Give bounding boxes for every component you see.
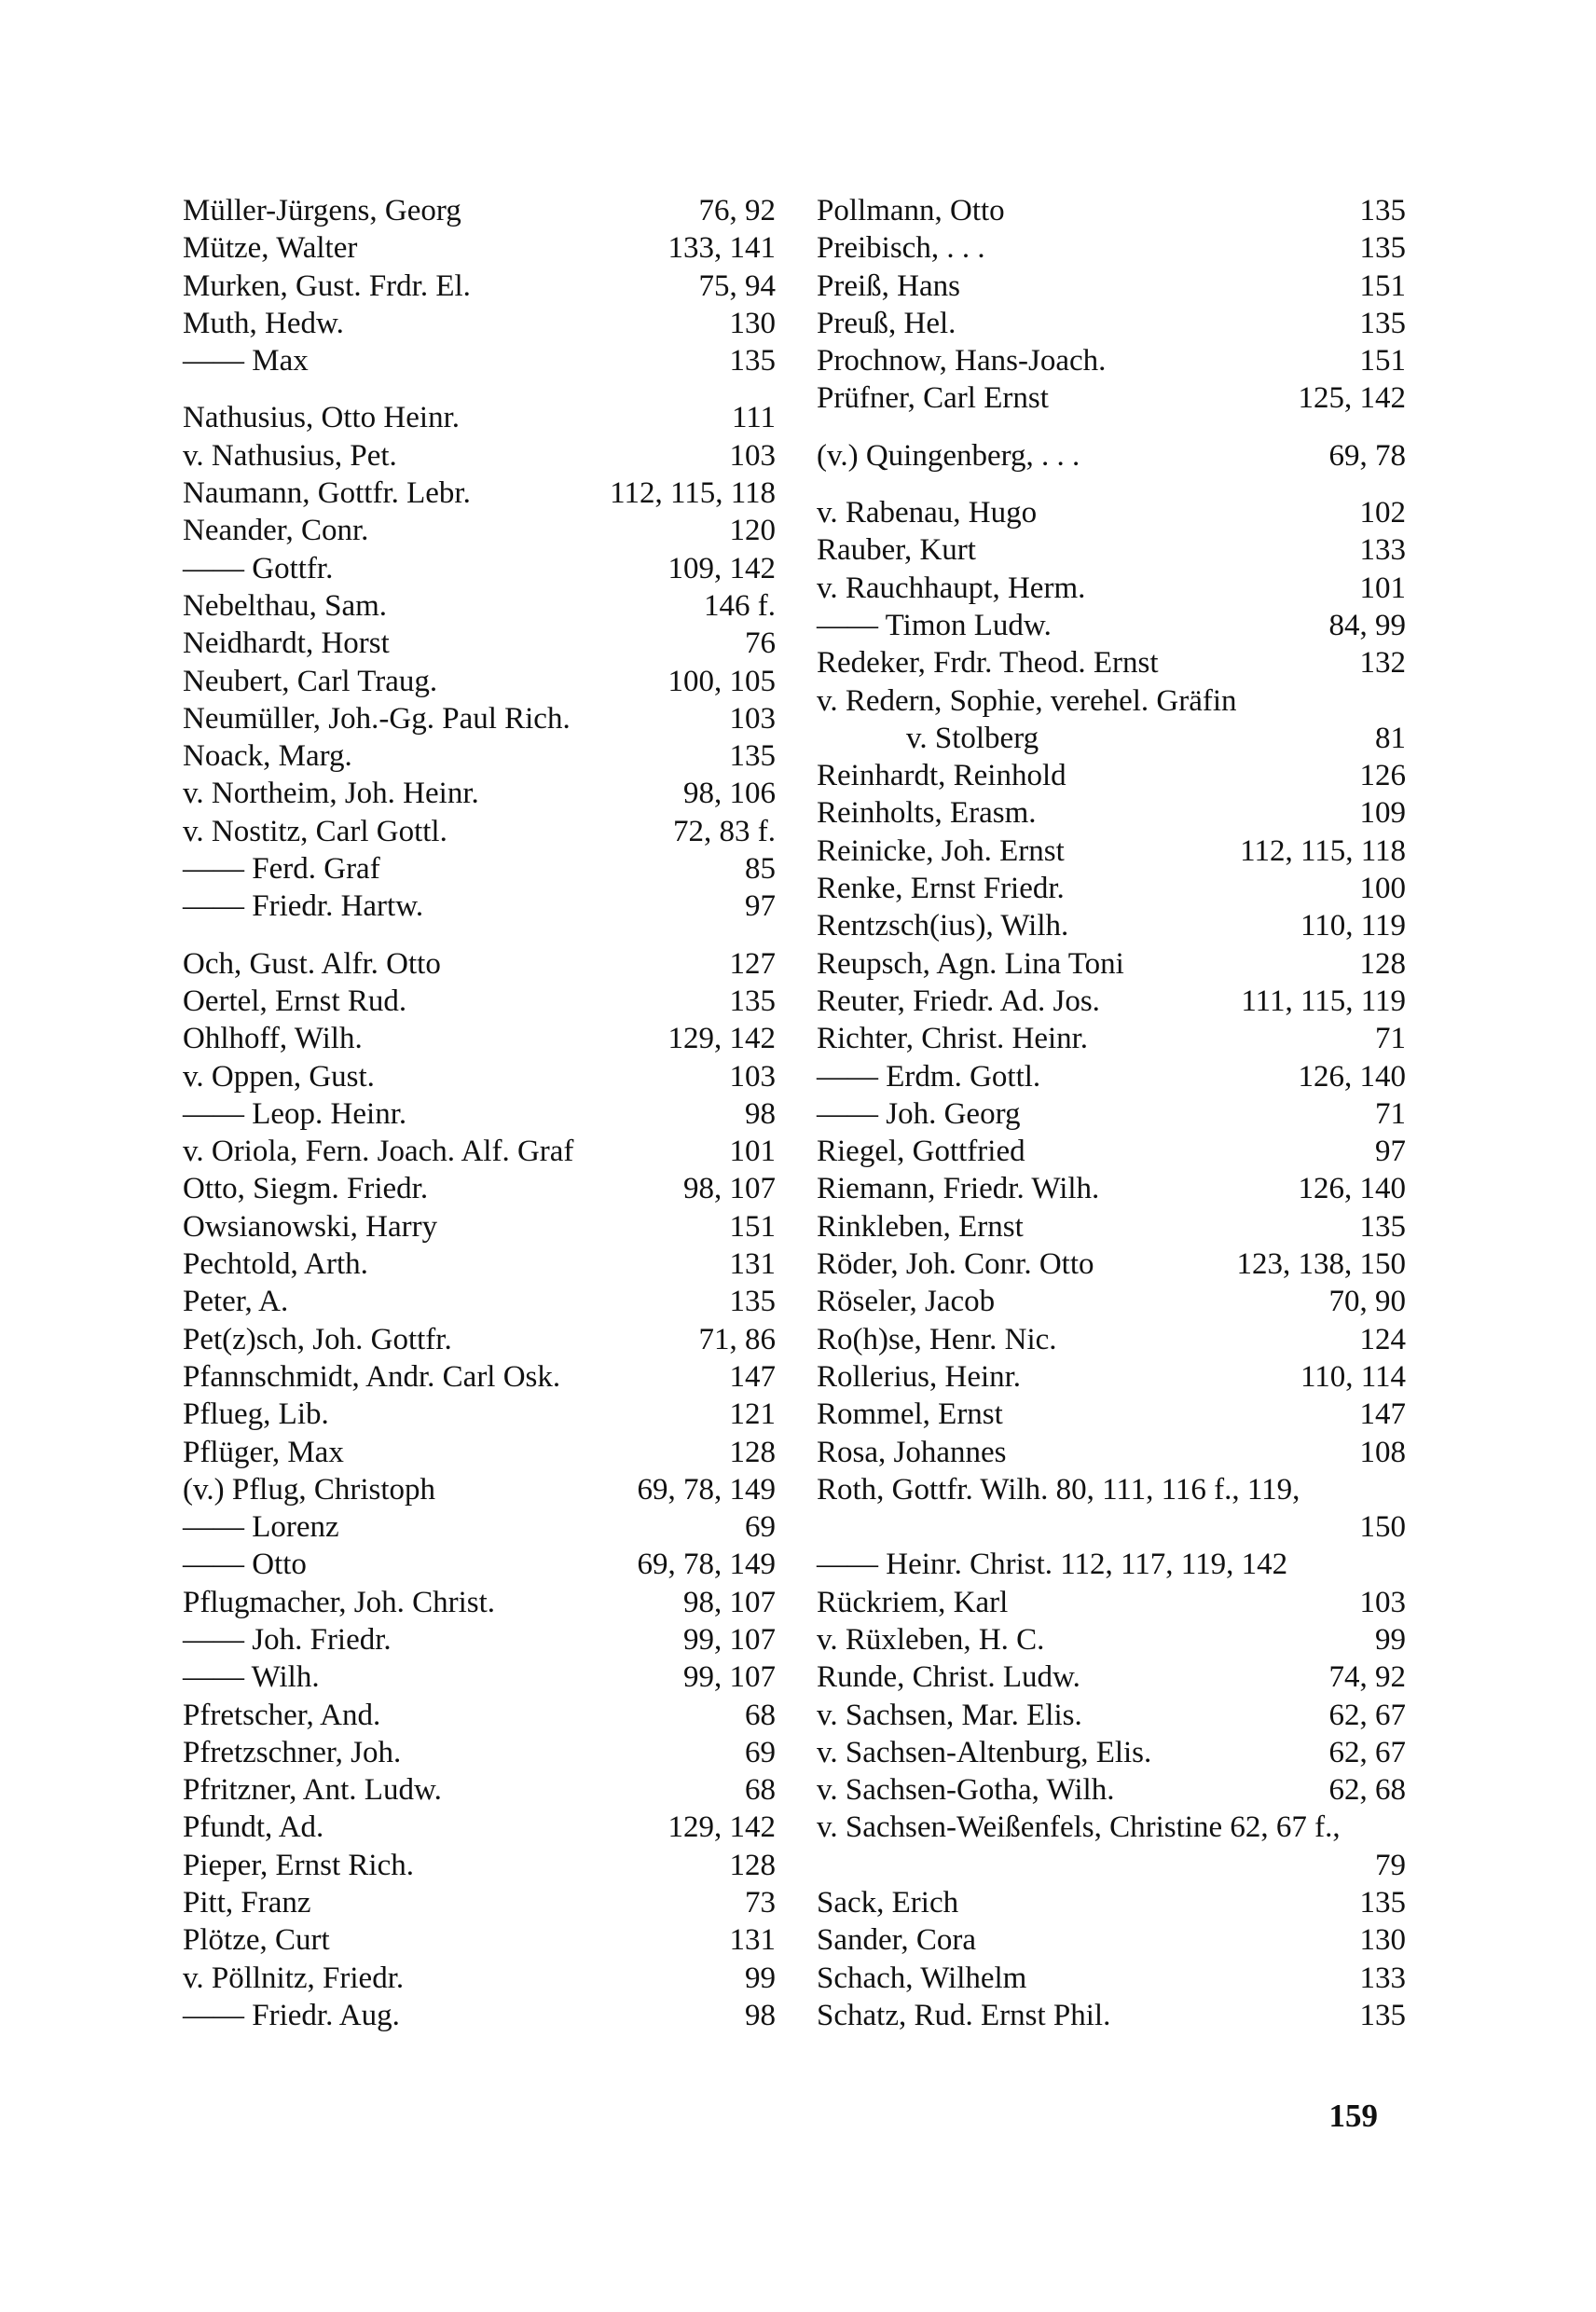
entry-pages: 71 — [1375, 1022, 1406, 1056]
entry-pages: 74, 92 — [1328, 1660, 1406, 1695]
index-entry — [817, 342, 1406, 379]
page-number: 159 — [1328, 2098, 1378, 2134]
entry-pages: 131 — [729, 1923, 776, 1958]
index-entry — [183, 1396, 776, 1433]
entry-name: v. Rauchhaupt, Herm. — [817, 571, 1086, 605]
entry-name: v. Sachsen-Altenburg, Elis. — [817, 1735, 1152, 1769]
index-entry — [817, 305, 1406, 342]
index-entry — [817, 644, 1406, 681]
index-entry — [817, 1283, 1406, 1320]
entry-name: Rauber, Kurt — [817, 533, 976, 568]
entry-pages: 130 — [1359, 1923, 1406, 1958]
entry-name: v. Sachsen-Weißenfels, Christine 62, 67 f., — [817, 1810, 1341, 1845]
index-entry — [817, 907, 1406, 944]
index-entry — [183, 775, 776, 812]
entry-pages: 84, 99 — [1328, 608, 1406, 642]
entry-name: v. Rabenau, Hugo — [817, 496, 1038, 530]
index-entry — [817, 1170, 1406, 1207]
entry-pages: 151 — [729, 1209, 776, 1244]
index-entry — [817, 494, 1406, 531]
entry-name: —— Gottfr. — [183, 551, 334, 585]
index-entry — [183, 1020, 776, 1057]
entry-pages: 125, 142 — [1298, 381, 1406, 416]
index-entry — [183, 399, 776, 436]
entry-pages: 133 — [1359, 533, 1406, 568]
entry-name: Rollerius, Heinr. — [817, 1359, 1022, 1394]
index-entry — [183, 1133, 776, 1170]
index-entry — [817, 682, 1406, 720]
entry-name: Nathusius, Otto Heinr. — [183, 401, 460, 435]
entry-pages: 73 — [745, 1886, 776, 1920]
entry-pages: 68 — [745, 1698, 776, 1732]
entry-pages: 98 — [745, 1096, 776, 1131]
entry-pages: 100 — [1359, 872, 1406, 906]
index-entry — [183, 437, 776, 475]
entry-name: v. Stolberg — [906, 721, 1039, 755]
index-entry — [817, 945, 1406, 983]
entry-pages: 133 — [1359, 1961, 1406, 1995]
entry-pages: 126, 140 — [1298, 1172, 1406, 1206]
entry-pages: 123, 138, 150 — [1236, 1247, 1406, 1282]
entry-name: Richter, Christ. Heinr. — [817, 1022, 1089, 1056]
entry-name: Roth, Gottfr. Wilh. 80, 111, 116 f., 119, — [817, 1472, 1300, 1507]
entry-pages: 135 — [729, 739, 776, 774]
entry-name: Neubert, Carl Traug. — [183, 664, 438, 698]
entry-pages: 103 — [729, 438, 776, 473]
entry-pages: 112, 115, 118 — [1240, 833, 1406, 868]
index-entry — [817, 1358, 1406, 1396]
entry-name: (v.) Pflug, Christoph — [183, 1472, 436, 1507]
entry-pages: 75, 94 — [698, 268, 776, 303]
index-entry — [183, 475, 776, 512]
entry-pages: 103 — [729, 701, 776, 736]
entry-name: v. Sachsen, Mar. Elis. — [817, 1698, 1082, 1732]
entry-pages: 151 — [1359, 268, 1406, 303]
entry-name: —— Friedr. Hartw. — [183, 889, 424, 924]
index-entry — [817, 983, 1406, 1020]
entry-name: Pet(z)sch, Joh. Gottfr. — [183, 1322, 452, 1356]
entry-name: Preibisch, . . . — [817, 231, 985, 266]
entry-name: v. Nostitz, Carl Gottl. — [183, 814, 447, 848]
entry-pages: 69, 78, 149 — [637, 1548, 776, 1582]
index-entry — [817, 1884, 1406, 1921]
index-entry — [183, 1508, 776, 1546]
entry-pages: 110, 114 — [1300, 1359, 1406, 1394]
index-entry — [183, 1058, 776, 1095]
entry-pages: 99, 107 — [683, 1660, 776, 1695]
entry-pages: 128 — [1359, 946, 1406, 981]
entry-pages: 135 — [729, 344, 776, 378]
entry-pages: 103 — [729, 1059, 776, 1094]
index-entry — [183, 1546, 776, 1583]
entry-name: Rinkleben, Ernst — [817, 1209, 1024, 1244]
entry-pages: 76 — [745, 626, 776, 661]
entry-name: Plötze, Curt — [183, 1923, 330, 1958]
entry-pages: 131 — [729, 1247, 776, 1282]
entry-pages: 72, 83 f. — [673, 814, 776, 848]
index-entry — [183, 1621, 776, 1658]
entry-pages: 135 — [729, 1285, 776, 1319]
entry-name: Renke, Ernst Friedr. — [817, 872, 1065, 906]
index-entry — [183, 1658, 776, 1696]
entry-name: Noack, Marg. — [183, 739, 352, 774]
entry-pages: 112, 115, 118 — [610, 476, 776, 511]
entry-pages: 129, 142 — [667, 1022, 776, 1056]
index-entry — [183, 850, 776, 888]
entry-name: Och, Gust. Alfr. Otto — [183, 946, 441, 981]
index-entry — [817, 1058, 1406, 1095]
entry-pages: 133, 141 — [667, 231, 776, 266]
index-entry — [817, 531, 1406, 569]
entry-name: Mütze, Walter — [183, 231, 358, 266]
index-entry — [183, 983, 776, 1020]
entry-pages: 128 — [729, 1848, 776, 1882]
entry-pages: 135 — [1359, 1886, 1406, 1920]
entry-pages: 85 — [745, 852, 776, 887]
entry-name: Pollmann, Otto — [817, 194, 1005, 227]
index-entry — [817, 570, 1406, 607]
entry-name: Pfretscher, And. — [183, 1698, 381, 1732]
entry-name: Röder, Joh. Conr. Otto — [817, 1247, 1094, 1282]
index-entry — [817, 794, 1406, 832]
entry-pages: 62, 67 — [1328, 1698, 1406, 1732]
entry-name: Pechtold, Arth. — [183, 1247, 368, 1282]
entry-name: Reinhardt, Reinhold — [817, 759, 1066, 793]
entry-name: v. Oppen, Gust. — [183, 1059, 375, 1094]
entry-name: Riemann, Friedr. Wilh. — [817, 1172, 1100, 1206]
entry-name: Naumann, Gottfr. Lebr. — [183, 476, 471, 511]
entry-name: Pfundt, Ad. — [183, 1810, 324, 1845]
entry-name: Peter, A. — [183, 1285, 289, 1319]
entry-name: v. Oriola, Fern. Joach. Alf. Graf — [183, 1135, 574, 1169]
entry-name: Rentzsch(ius), Wilh. — [817, 909, 1069, 943]
entry-name: Neander, Conr. — [183, 514, 369, 548]
entry-pages: 128 — [729, 1435, 776, 1469]
entry-name: (v.) Quingenberg, . . . — [817, 438, 1080, 473]
index-entry — [183, 1921, 776, 1959]
index-entry — [183, 1771, 776, 1809]
entry-pages: 126 — [1359, 759, 1406, 793]
entry-pages: 130 — [729, 306, 776, 340]
entry-pages: 79 — [1375, 1848, 1406, 1882]
index-entry — [817, 1921, 1406, 1959]
entry-pages: 121 — [729, 1397, 776, 1432]
entry-pages: 109 — [1359, 796, 1406, 831]
entry-name: Reuter, Friedr. Ad. Jos. — [817, 984, 1100, 1018]
index-entry — [183, 945, 776, 983]
index-entry — [817, 1809, 1406, 1846]
index-entry — [183, 700, 776, 737]
entry-name: —— Wilh. — [183, 1660, 320, 1695]
entry-name: —— Joh. Friedr. — [183, 1622, 392, 1657]
entry-name: Preuß, Hel. — [817, 306, 956, 340]
index-entry — [183, 587, 776, 625]
entry-pages: 101 — [729, 1135, 776, 1169]
entry-name: v. Sachsen-Gotha, Wilh. — [817, 1773, 1115, 1808]
entry-name: Pfannschmidt, Andr. Carl Osk. — [183, 1359, 561, 1394]
entry-pages: 69 — [745, 1510, 776, 1545]
entry-name: Runde, Christ. Ludw. — [817, 1660, 1080, 1695]
entry-pages: 98, 107 — [683, 1172, 776, 1206]
index-entry — [183, 1734, 776, 1771]
entry-name: Neumüller, Joh.-Gg. Paul Rich. — [183, 701, 571, 736]
index-entry — [817, 437, 1406, 475]
index-entry — [817, 757, 1406, 794]
entry-pages: 69, 78 — [1328, 438, 1406, 473]
entry-name: —— Friedr. Aug. — [183, 1998, 400, 2032]
entry-pages: 127 — [729, 946, 776, 981]
index-entry — [183, 1095, 776, 1133]
entry-pages: 102 — [1359, 496, 1406, 530]
entry-pages: 146 f. — [704, 588, 776, 623]
entry-name: Redeker, Frdr. Theod. Ernst — [817, 646, 1159, 681]
index-entry — [183, 1208, 776, 1245]
entry-name: Sack, Erich — [817, 1886, 959, 1920]
entry-pages: 111 — [731, 401, 776, 435]
entry-pages: 129, 142 — [667, 1810, 776, 1845]
index-entry — [817, 1697, 1406, 1734]
entry-pages: 150 — [1359, 1510, 1406, 1545]
entry-pages: 132 — [1359, 646, 1406, 681]
index-entry — [183, 1847, 776, 1884]
entry-pages: 99 — [1375, 1622, 1406, 1657]
index-entry — [817, 1734, 1406, 1771]
entry-name: —— Erdm. Gottl. — [817, 1059, 1041, 1094]
entry-name: Reupsch, Agn. Lina Toni — [817, 946, 1124, 981]
index-entry — [183, 550, 776, 587]
index-entry — [817, 1321, 1406, 1358]
entry-pages: 103 — [1359, 1585, 1406, 1619]
index-entry — [817, 1020, 1406, 1057]
entry-pages: 135 — [1359, 194, 1406, 227]
index-entry — [817, 1546, 1406, 1583]
index-entry — [183, 1884, 776, 1921]
entry-name: v. Rüxleben, H. C. — [817, 1622, 1045, 1657]
index-entry — [817, 720, 1406, 757]
index-entry — [817, 1208, 1406, 1245]
index-entry — [817, 1621, 1406, 1658]
index-entry — [817, 268, 1406, 305]
entry-pages: 124 — [1359, 1322, 1406, 1356]
index-entry — [183, 512, 776, 549]
entry-name: Pflüger, Max — [183, 1435, 344, 1469]
entry-name: —— Leop. Heinr. — [183, 1096, 407, 1131]
entry-pages: 147 — [1359, 1397, 1406, 1432]
entry-pages: 109, 142 — [667, 551, 776, 585]
entry-pages: 68 — [745, 1773, 776, 1808]
entry-name: Riegel, Gottfried — [817, 1135, 1025, 1169]
index-entry — [817, 1847, 1406, 1884]
index-entry — [183, 1245, 776, 1283]
entry-name: Schatz, Rud. Ernst Phil. — [817, 1998, 1111, 2032]
entry-name: —— Max — [183, 344, 309, 378]
entry-pages: 135 — [1359, 1209, 1406, 1244]
index-entry — [183, 192, 776, 229]
entry-pages: 111, 115, 119 — [1241, 984, 1406, 1018]
index-entry — [183, 888, 776, 925]
index-entry — [183, 342, 776, 379]
entry-pages: 71, 86 — [698, 1322, 776, 1356]
entry-name: Prüfner, Carl Ernst — [817, 381, 1049, 416]
entry-pages: 135 — [1359, 1998, 1406, 2032]
entry-name: v. Redern, Sophie, verehel. Gräfin — [817, 683, 1237, 718]
entry-pages: 151 — [1359, 344, 1406, 378]
entry-pages: 62, 67 — [1328, 1735, 1406, 1769]
entry-name: —— Heinr. Christ. 112, 117, 119, 142 — [817, 1548, 1288, 1582]
index-entry — [817, 1658, 1406, 1696]
entry-name: Ohlhoff, Wilh. — [183, 1022, 363, 1056]
entry-pages: 135 — [729, 984, 776, 1018]
entry-pages: 126, 140 — [1298, 1059, 1406, 1094]
entry-name: Murken, Gust. Frdr. El. — [183, 268, 471, 303]
index-entry — [817, 229, 1406, 267]
entry-name: —— Joh. Georg — [817, 1096, 1021, 1131]
index-entry — [183, 813, 776, 850]
entry-pages: 98, 106 — [683, 777, 776, 811]
entry-name: Müller-Jürgens, Georg — [183, 194, 461, 227]
entry-name: Reinicke, Joh. Ernst — [817, 833, 1065, 868]
index-entry — [817, 1771, 1406, 1809]
entry-name: —— Lorenz — [183, 1510, 339, 1545]
index-entry — [817, 870, 1406, 907]
entry-name: Pfritzner, Ant. Ludw. — [183, 1773, 442, 1808]
index-entry — [817, 1434, 1406, 1471]
index-entry — [817, 607, 1406, 644]
entry-name: Owsianowski, Harry — [183, 1209, 438, 1244]
index-entry — [183, 1584, 776, 1621]
index-entry — [817, 833, 1406, 870]
entry-pages: 71 — [1375, 1096, 1406, 1131]
index-entry — [817, 379, 1406, 417]
entry-name: Pfretzschner, Joh. — [183, 1735, 402, 1769]
entry-pages: 99 — [745, 1961, 776, 1995]
entry-pages: 108 — [1359, 1435, 1406, 1469]
entry-pages: 120 — [729, 514, 776, 548]
index-entry — [817, 1471, 1406, 1508]
entry-name: —— Timon Ludw. — [817, 608, 1052, 642]
entry-pages: 81 — [1375, 721, 1406, 755]
index-entry — [183, 1960, 776, 1997]
entry-name: Rommel, Ernst — [817, 1397, 1003, 1432]
index-entry — [183, 1358, 776, 1396]
entry-name: Rosa, Johannes — [817, 1435, 1007, 1469]
entry-pages: 110, 119 — [1300, 909, 1406, 943]
index-entry — [183, 1471, 776, 1508]
entry-name: Pieper, Ernst Rich. — [183, 1848, 414, 1882]
entry-name: v. Pöllnitz, Friedr. — [183, 1961, 405, 1995]
entry-name: v. Northeim, Joh. Heinr. — [183, 777, 479, 811]
entry-name: —— Ferd. Graf — [183, 852, 380, 887]
entry-pages: 97 — [745, 889, 776, 924]
index-entry — [183, 1170, 776, 1207]
index-entry — [817, 1396, 1406, 1433]
index-entry — [817, 1997, 1406, 2034]
index-entry — [183, 1809, 776, 1846]
entry-pages: 70, 90 — [1328, 1285, 1406, 1319]
index-entry — [183, 305, 776, 342]
entry-name: Sander, Cora — [817, 1923, 976, 1958]
index-entry — [817, 192, 1406, 229]
index-entry — [183, 737, 776, 775]
entry-pages: 69, 78, 149 — [637, 1472, 776, 1507]
index-entry — [183, 229, 776, 267]
entry-pages: 135 — [1359, 231, 1406, 266]
index-entry — [817, 1133, 1406, 1170]
entry-pages: 98 — [745, 1998, 776, 2032]
entry-pages: 62, 68 — [1328, 1773, 1406, 1808]
entry-name: Röseler, Jacob — [817, 1285, 996, 1319]
entry-name: Otto, Siegm. Friedr. — [183, 1172, 429, 1206]
index-entry — [183, 268, 776, 305]
entry-name: —— Otto — [183, 1548, 307, 1582]
entry-pages: 147 — [729, 1359, 776, 1394]
entry-pages: 76, 92 — [698, 194, 776, 227]
entry-name: Preiß, Hans — [817, 268, 960, 303]
entry-name: Ro(h)se, Henr. Nic. — [817, 1322, 1057, 1356]
entry-name: Pflugmacher, Joh. Christ. — [183, 1585, 496, 1619]
index-column-left — [183, 192, 776, 2034]
entry-name: Schach, Wilhelm — [817, 1961, 1027, 1995]
index-entry — [817, 1245, 1406, 1283]
index-entry — [817, 1584, 1406, 1621]
entry-pages: 135 — [1359, 306, 1406, 340]
entry-name: Oertel, Ernst Rud. — [183, 984, 407, 1018]
entry-pages: 101 — [1359, 571, 1406, 605]
index-entry — [183, 1321, 776, 1358]
entry-name: Pitt, Franz — [183, 1886, 311, 1920]
entry-pages: 100, 105 — [667, 664, 776, 698]
index-entry — [817, 1960, 1406, 1997]
entry-pages: 98, 107 — [683, 1585, 776, 1619]
index-entry — [183, 1997, 776, 2034]
entry-name: Reinholts, Erasm. — [817, 796, 1037, 831]
entry-name: Neidhardt, Horst — [183, 626, 390, 661]
index-entry — [183, 625, 776, 662]
index-entry — [817, 1095, 1406, 1133]
entry-name: Rückriem, Karl — [817, 1585, 1009, 1619]
index-entry — [183, 1434, 776, 1471]
entry-name: Nebelthau, Sam. — [183, 588, 388, 623]
entry-name: v. Nathusius, Pet. — [183, 438, 397, 473]
entry-pages: 69 — [745, 1735, 776, 1769]
entry-pages: 97 — [1375, 1135, 1406, 1169]
entry-name: Muth, Hedw. — [183, 306, 344, 340]
entry-pages: 99, 107 — [683, 1622, 776, 1657]
entry-name: Prochnow, Hans-Joach. — [817, 344, 1107, 378]
index-column-right — [817, 192, 1406, 2034]
index-entry — [817, 1508, 1406, 1546]
index-entry — [183, 663, 776, 700]
index-entry — [183, 1283, 776, 1320]
entry-name: Pflueg, Lib. — [183, 1397, 329, 1432]
index-entry — [183, 1697, 776, 1734]
